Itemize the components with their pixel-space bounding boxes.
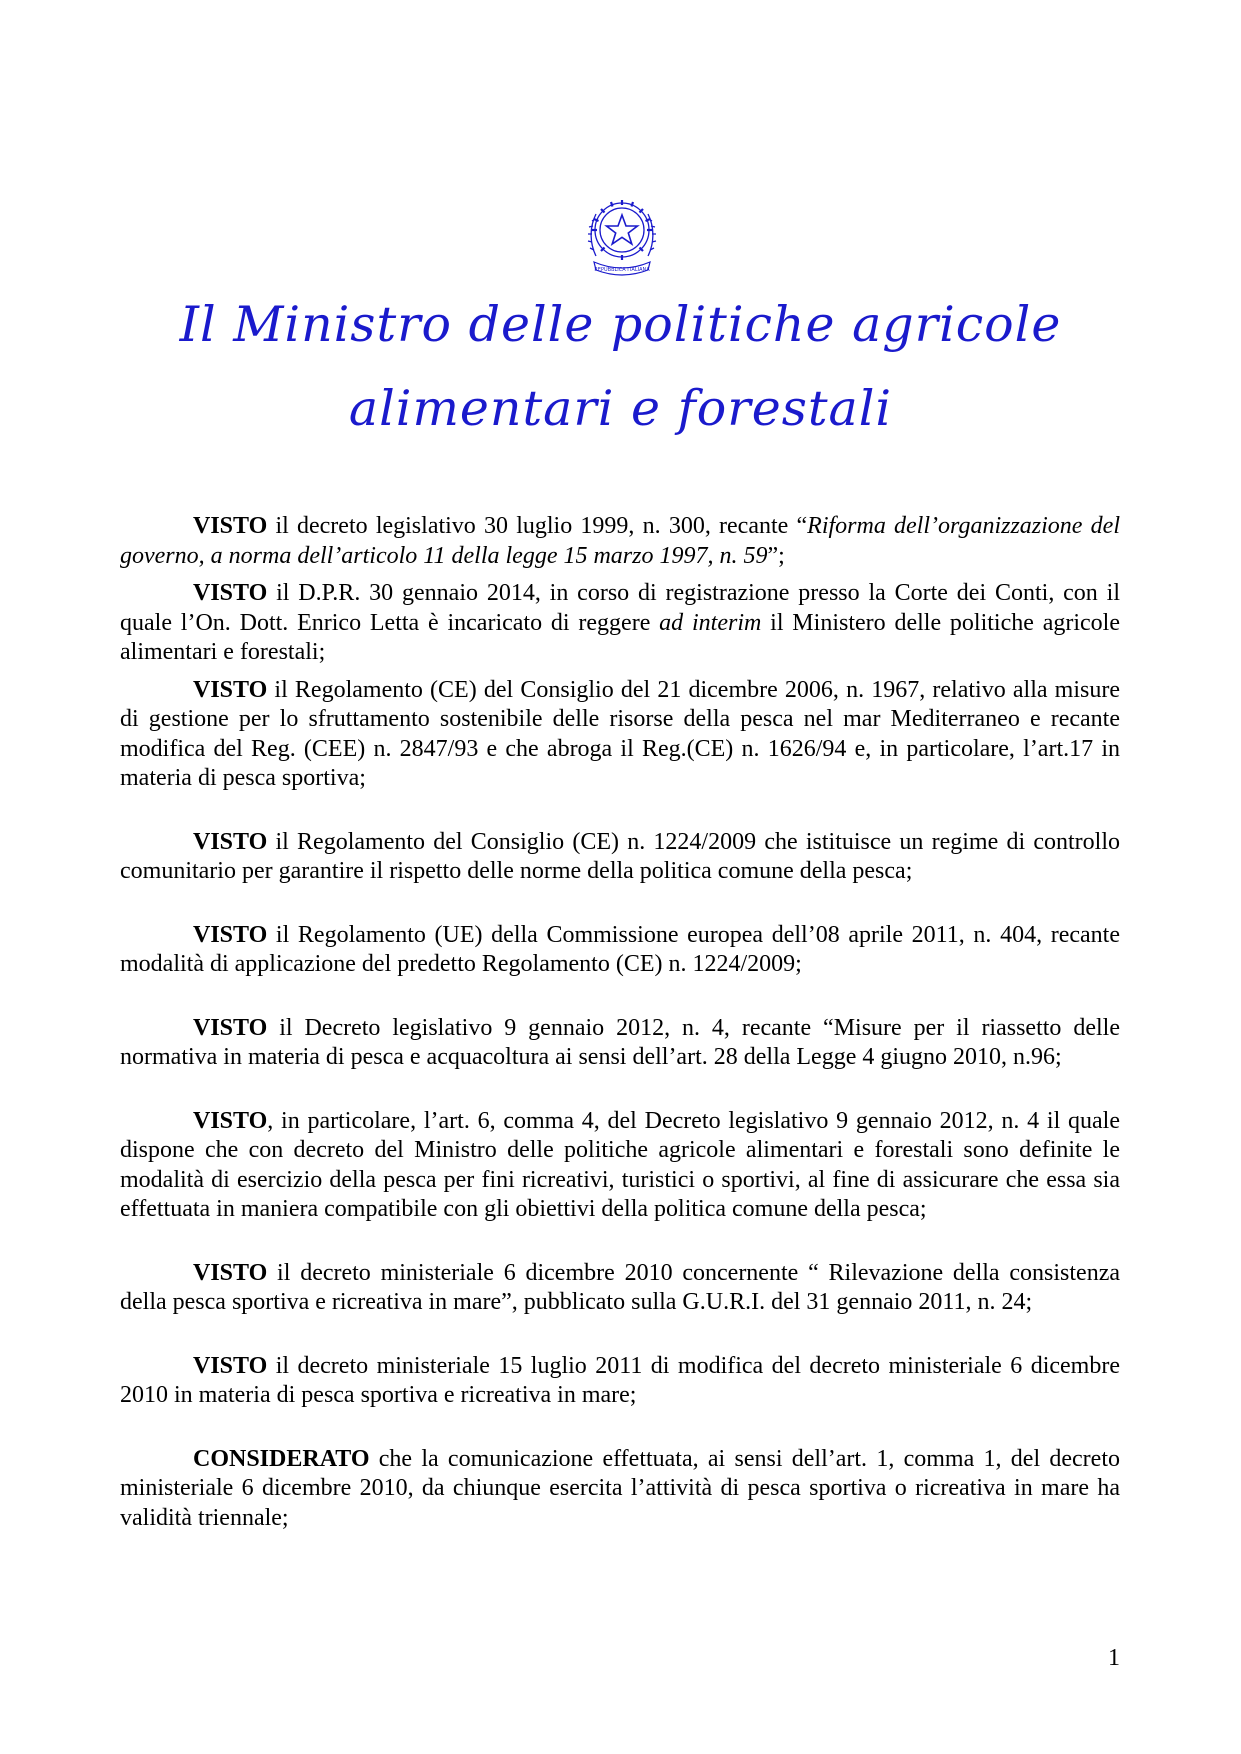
- paragraph-visto-4: [120, 828, 1120, 887]
- paragraph-lead: VISTO: [193, 921, 268, 948]
- paragraph-lead: VISTO: [193, 1014, 268, 1041]
- page-number: 1: [1108, 1645, 1120, 1671]
- paragraph-text: ”;: [767, 542, 785, 569]
- paragraph-lead: VISTO: [193, 1259, 268, 1286]
- paragraph-considerato: [120, 1445, 1120, 1534]
- paragraph-italic-phrase: ad interim: [659, 609, 762, 636]
- paragraph-text: il Ministero delle politiche agricole alimentari e forestali;: [120, 609, 1120, 665]
- paragraph-lead: CONSIDERATO: [193, 1445, 370, 1472]
- paragraph-text: il Decreto legislativo 9 gennaio 2012, n. 4, recante “Misure per il riassetto delle normativa in materia di pesca e acquacoltura ai sensi dell’art. 28 della Legge 4 giugno 2010, n.96;: [120, 1014, 1120, 1070]
- paragraph-visto-1: [120, 512, 1120, 571]
- paragraph-visto-5: [120, 921, 1120, 980]
- ministry-title-line2: alimentari e forestali: [348, 380, 893, 437]
- paragraph-visto-8: [120, 1259, 1120, 1318]
- paragraph-visto-7: [120, 1107, 1120, 1225]
- paragraph-visto-3: [120, 676, 1120, 794]
- paragraph-visto-2: [120, 579, 1120, 668]
- paragraph-text: il decreto ministeriale 6 dicembre 2010 concernente “ Rilevazione della consistenza della pesca sportiva e ricreativa in mare”, pubblicato sulla G.U.R.I. del 31 gennaio 2011, n. 24;: [120, 1259, 1120, 1315]
- repubblica-italiana-emblem-icon: [582, 192, 662, 280]
- paragraph-lead: VISTO: [193, 1352, 268, 1379]
- paragraph-text: che la comunicazione effettuata, ai sensi dell’art. 1, comma 1, del decreto ministeriale 6 dicembre 2010, da chiunque esercita l’attività di pesca sportiva o ricreativa in mare ha validità triennale;: [120, 1445, 1120, 1531]
- paragraph-lead: VISTO: [193, 1107, 268, 1134]
- paragraph-text: il Regolamento del Consiglio (CE) n. 1224/2009 che istituisce un regime di controllo comunitario per garantire il rispetto delle norme della politica comune della pesca;: [120, 828, 1120, 884]
- paragraph-text: , in particolare, l’art. 6, comma 4, del Decreto legislativo 9 gennaio 2012, n. 4 il quale dispone che con decreto del Ministro delle politiche agricole alimentari e forestali sono definite le modalità di esercizio della pesca per fini ricreativi, turistici o sportivi, al fine di assicurare che essa sia effettuata in maniera compatibile con gli obiettivi della politica comune della pesca;: [120, 1107, 1120, 1222]
- paragraph-lead: VISTO: [193, 676, 268, 703]
- paragraph-visto-6: [120, 1014, 1120, 1073]
- paragraph-text: il decreto ministeriale 15 luglio 2011 di modifica del decreto ministeriale 6 dicembre 2010 in materia di pesca sportiva e ricreativa in mare;: [120, 1352, 1120, 1408]
- paragraph-lead: VISTO: [193, 828, 268, 855]
- paragraph-text: il D.P.R. 30 gennaio 2014, in corso di registrazione presso la Corte dei Conti, con il quale l’On. Dott. Enrico Letta è incaricato di reggere: [120, 580, 1120, 636]
- paragraph-visto-9: [120, 1352, 1120, 1411]
- paragraph-italic-title: Riforma dell’organizzazione del governo, a norma dell’articolo 11 della legge 15 marzo 1997, n. 59: [120, 513, 1120, 569]
- paragraph-lead: VISTO: [193, 580, 268, 606]
- decree-preamble: [120, 512, 1120, 1533]
- svg-text:REPUBBLICA ITALIANA: REPUBBLICA ITALIANA: [594, 267, 650, 273]
- paragraph-text: il decreto legislativo 30 luglio 1999, n. 300, recante “: [267, 513, 808, 539]
- paragraph-text: il Regolamento (UE) della Commissione europea dell’08 aprile 2011, n. 404, recante modalità di applicazione del predetto Regolamento (CE) n. 1224/2009;: [120, 921, 1120, 977]
- paragraph-text: il Regolamento (CE) del Consiglio del 21 dicembre 2006, n. 1967, relativo alla misure di gestione per lo sfruttamento sostenibile delle risorse della pesca nel mar Mediterraneo e recante modifica del Reg. (CEE) n. 2847/93 e che abroga il Reg.(CE) n. 1626/94 e, in particolare, l’art.17 in materia di pesca sportiva;: [120, 676, 1120, 791]
- paragraph-lead: VISTO: [193, 513, 268, 539]
- ministry-title-line1: Il Ministro delle politiche agricole: [179, 296, 1062, 353]
